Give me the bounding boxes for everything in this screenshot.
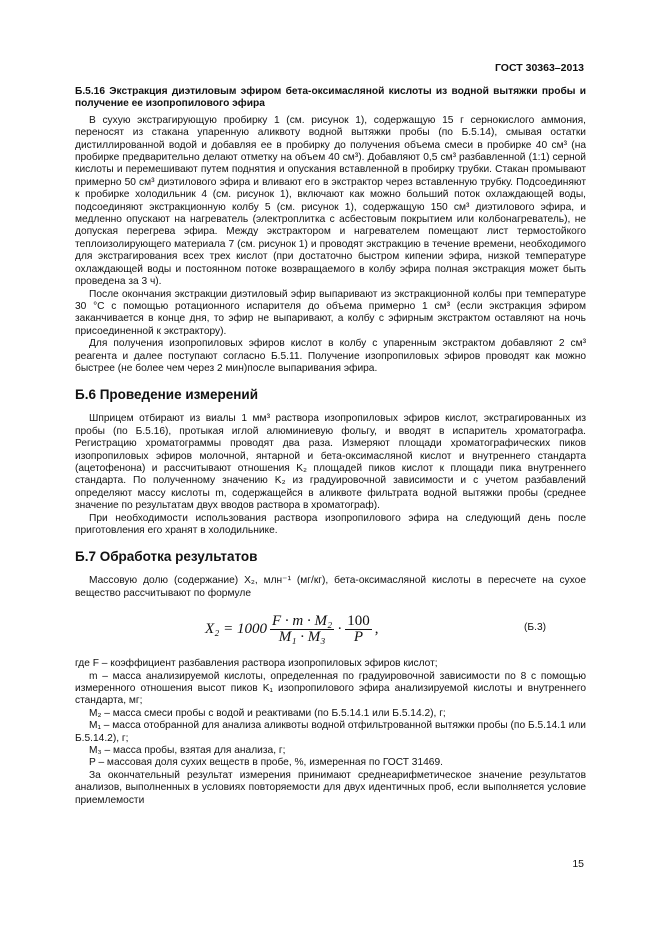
where-line-f: где F – коэффициент разбавления раствора изопропиловых эфиров кислот; [75,658,438,670]
formula-multiply-dot: · [337,621,343,638]
standard-code-header: ГОСТ 30363–2013 [494,62,584,74]
formula-b3 [75,606,586,652]
formula-fraction-2 [345,615,372,643]
formula-denominator-2: P [353,628,364,645]
formula-lhs: X₂ = 1000 [205,621,267,638]
formula-numerator-2: 100 [347,613,370,630]
formula-number: (Б.3) [524,622,546,634]
where-line-m: m – масса анализируемой кислоты, определенная по градуировочной зависимости по 8 с помощью измеренного отношения высот пиков K₁ изопропилового эфира анализируемой кислоты и внутреннего стандарта, мг; [75,670,586,707]
formula-numerator-1: F · m · M₂ [272,613,333,630]
where-line-p: P – массовая доля сухих веществ в пробе, %, измеренная по ГОСТ 31469. [89,757,443,769]
formula-expression [205,606,378,652]
formula-denominator-1: M₁ · M₃ [278,628,326,645]
section-b6-heading: Б.6 Проведение измерений [75,387,259,403]
section-b516-paragraph-3: Для получения изопропиловых эфиров кислот в колбу с упаренным экстрактом добавляют 2 см³ реагента и далее поступают согласно Б.5.11. Получение изопропиловых эфиров проводят как можно быстрее (не более чем через 2 мин)после выпаривания эфира. [75,338,586,374]
section-b6-paragraph-1: Шприцем отбирают из виалы 1 мм³ раствора изопропиловых эфиров кислот, экстрагированных из пробы (по Б.5.16), протыкая иглой алюминиевую фольгу, и вводят в испаритель хроматографа. Регистрацию хроматограммы проводят два раза. Измеряют площади хроматографических пиков изопропиловых эфиров молочной, янтарной и бета-оксимасляной кислот и внутреннего стандарта (ацетофенона) и рассчитывают отношения K₂ площадей пиков кислот к площади пика внутреннего стандарта. По полученному значению K₂ из градуировочной зависимости и с учетом разбавлений определяют массу кислоты m, содержащейся в аликвоте фильтрата водной вытяжки пробы (среднее значение по результатам двух вводов раствора в хроматограф). [75,413,586,512]
where-line-m2: M₂ – масса смеси пробы с водой и реактивами (по Б.5.14.1 или Б.5.14.2), г; [89,707,446,719]
where-line-m3: M₃ – масса пробы, взятая для анализа, г; [89,745,286,757]
section-b516-paragraph-2: После окончания экстракции диэтиловый эфир выпаривают из экстракционной колбы при температуре 30 °С с помощью ротационного испарителя до объема примерно 1 см³ (если экстракция эфиром заканчивается в конце дня, то эфир не выпаривают, а колбу с эфирным экстрактом оставляют на ночь присоединенной к экстрактору). [75,288,586,337]
section-b7-intro: Массовую долю (содержание) X₂, млн⁻¹ (мг/кг), бета-оксимасляной кислоты в пересчете на сухое вещество рассчитывают по формуле [75,575,586,599]
section-b516-paragraph-1: В сухую экстрагирующую пробирку 1 (см. рисунок 1), содержащую 15 г сернокислого аммония, переносят из стакана упаренную аликвоту водной вытяжки пробы (по Б.5.14), смывая остатки дистиллированной водой и добавляя ее в пробирку до получения объема смеси в пробирке 40 см³ (на пробирке предварительно делают отметку на объем 40 см³). Добавляют 0,5 см³ разбавленной (1:1) серной кислоты и перемешивают путем поднятия и опускания вставленной в пробирку трубки. Стакан промывают примерно 50 см³ диэтилового эфира и вливают его в экстрактор через вставленную трубку. Подсоединяют к пробирке холодильник 4 (см. рисунок 1), включают как можно больший поток охлаждающей воды, подсоединяют экстракционную колбу 5 (см. рисунок 1), содержащую 150 см³ диэтилового эфира, и медленно опускают на нагреватель (электроплитка с асбестовым покрытием или колбонагреватель), не допуская перегрева эфира. Между экстрактором и нагревателем помещают лист термостойкого теплоизолирующего материала 7 (см. рисунок 1) и проводят экстракцию в течение времени, необходимого для экстрагирования всех трех кислот (при достаточно быстром кипении эфира, низкой температуре охлаждающей воды и постоянном потоке возвращаемого в колбу эфира полная экстракция может быть проведена за 3 ч). [75,114,586,288]
section-b6-paragraph-2: При необходимости использования раствора изопропилового эфира на следующий день после приготовления его хранят в холодильнике. [75,512,586,536]
page-body [75,86,586,807]
final-result-paragraph: За окончательный результат измерения принимают среднеарифметическое значение результатов анализов, выполненных в условиях повторяемости для двух идентичных проб, если выполняется условие приемлемости [75,769,586,806]
where-line-m1: M₁ – масса отобранной для анализа аликвоты водной отфильтрованной вытяжки пробы (по Б.5.14.1 или Б.5.14.2), г; [75,720,586,744]
section-b516-title: Б.5.16 Экстракция диэтиловым эфиром бета-оксимасляной кислоты из водной вытяжки пробы и получение ее изопропилового эфира [75,86,586,110]
formula-comma: , [374,621,379,638]
section-b7-heading: Б.7 Обработка результатов [75,549,258,565]
formula-fraction-1 [270,615,334,643]
page-number: 15 [572,858,584,870]
